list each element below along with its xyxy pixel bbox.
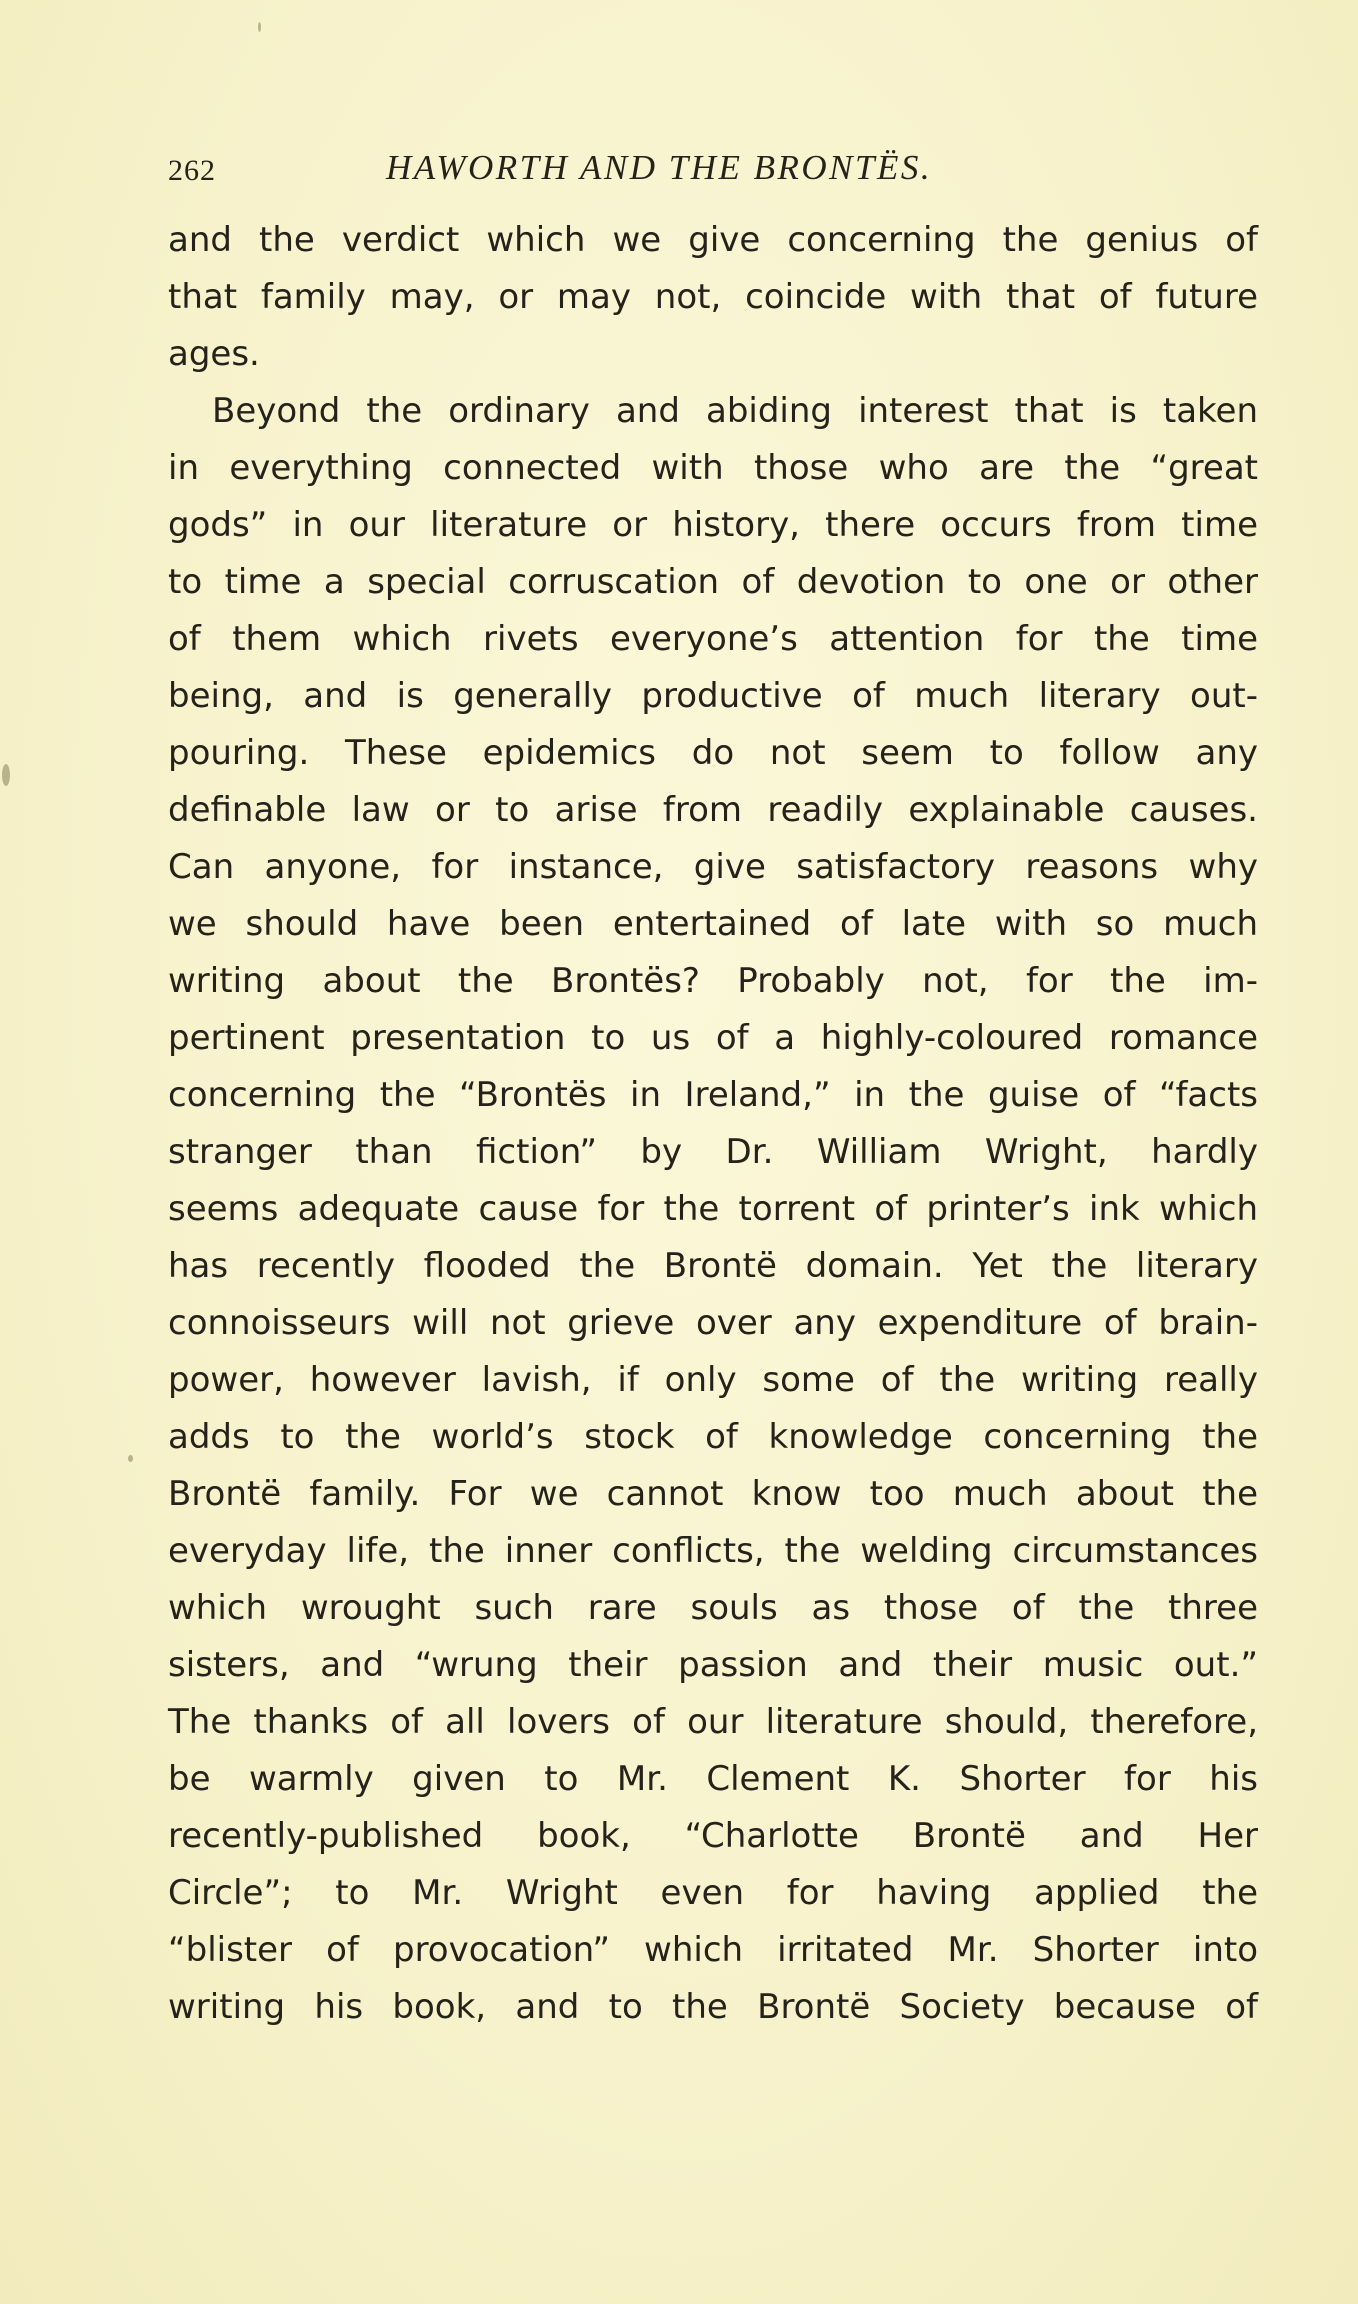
text-line: recently-published book, “Charlotte Brontë and Her [168,1816,1258,1856]
text-line: pertinent presentation to us of a highly-coloured romance [168,1018,1258,1058]
text-line: sisters, and “wrung their passion and their music out.” [168,1645,1258,1685]
text-line: adds to the world’s stock of knowledge concerning the [168,1417,1258,1457]
text-line: in everything connected with those who are the “great [168,448,1258,488]
text-line: pouring. These epidemics do not seem to follow any [168,733,1258,773]
paper-speck [258,22,261,32]
running-head: HAWORTH AND THE BRONTËS. [386,148,933,187]
body-text [168,212,1258,2036]
text-line: “blister of provocation” which irritated Mr. Shorter into [168,1930,1258,1970]
text-line: Brontë family. For we cannot know too much about the [168,1474,1258,1514]
text-line: ages. [168,334,260,374]
text-line: The thanks of all lovers of our literature should, therefore, [168,1702,1258,1742]
text-line: writing his book, and to the Brontë Society because of [168,1987,1258,2027]
text-line: be warmly given to Mr. Clement K. Shorter for his [168,1759,1258,1799]
text-line: definable law or to arise from readily explainable causes. [168,790,1258,830]
text-line: everyday life, the inner conflicts, the welding circumstances [168,1531,1258,1571]
text-line: gods” in our literature or history, there occurs from time [168,505,1258,545]
text-line: to time a special corruscation of devotion to one or other [168,562,1258,602]
paper-speck [128,1455,133,1462]
text-line: Can anyone, for instance, give satisfactory reasons why [168,847,1258,887]
text-line: concerning the “Brontës in Ireland,” in the guise of “facts [168,1075,1258,1115]
text-line: writing about the Brontës? Probably not, for the im- [168,961,1258,1001]
text-line: that family may, or may not, coincide with that of future [168,277,1258,317]
text-line: power, however lavish, if only some of the writing really [168,1360,1258,1400]
text-line: being, and is generally productive of much literary out- [168,676,1258,716]
page-number: 262 [168,154,216,187]
text-line: stranger than fiction” by Dr. William Wright, hardly [168,1132,1258,1172]
text-line: of them which rivets everyone’s attention for the time [168,619,1258,659]
text-line: seems adequate cause for the torrent of printer’s ink which [168,1189,1258,1229]
paper-speck [2,764,10,786]
page-header [168,148,1258,198]
text-line: Circle”; to Mr. Wright even for having applied the [168,1873,1258,1913]
text-line: connoisseurs will not grieve over any expenditure of brain- [168,1303,1258,1343]
text-line: and the verdict which we give concerning the genius of [168,220,1258,260]
text-line: has recently flooded the Brontë domain. Yet the literary [168,1246,1258,1286]
text-line: which wrought such rare souls as those of the three [168,1588,1258,1628]
text-line: we should have been entertained of late with so much [168,904,1258,944]
text-line: Beyond the ordinary and abiding interest that is taken [212,391,1258,431]
